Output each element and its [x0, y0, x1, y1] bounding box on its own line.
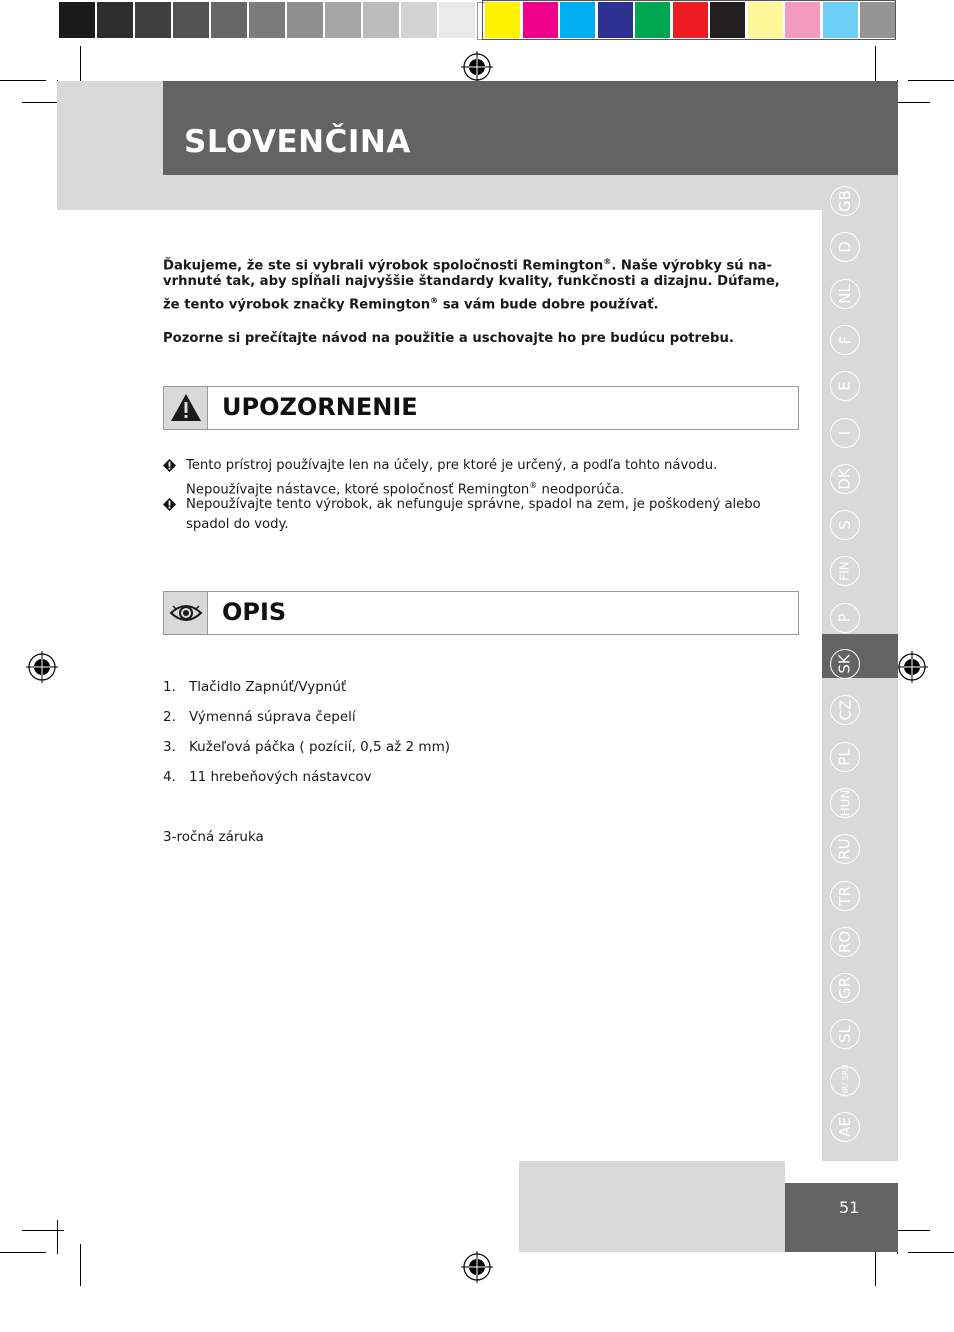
color-swatch: [287, 2, 323, 38]
item-number: 3.: [163, 739, 176, 755]
tab-label: RU: [836, 838, 854, 860]
warning-bullet: [163, 456, 793, 496]
tab-label: CZ: [836, 699, 854, 721]
tab-label: HUN: [837, 789, 852, 817]
tab-label: I: [836, 430, 854, 435]
tab-label: F: [835, 335, 854, 345]
diamond-warning-icon: [163, 498, 176, 511]
tab-gb[interactable]: [830, 186, 860, 216]
intro-line: sa vám bude dobre používať.: [438, 297, 659, 313]
tab-s[interactable]: [830, 510, 860, 540]
color-swatch: [363, 2, 399, 38]
tab-label: HR/ SRB: [840, 1064, 850, 1098]
tab-pl[interactable]: [830, 742, 860, 772]
registration-mark-icon: [461, 1251, 493, 1283]
tab-e[interactable]: [830, 371, 860, 401]
list-item: [163, 769, 372, 785]
tab-label: S: [836, 520, 854, 530]
item-number: 2.: [163, 709, 176, 725]
registered-mark: ®: [430, 296, 439, 305]
warning-title: UPOZORNENIE: [222, 393, 418, 421]
tab-tr[interactable]: [830, 881, 860, 911]
bullet-line: spadol do vody.: [186, 516, 289, 532]
diamond-warning-icon: [163, 459, 176, 472]
tab-ro[interactable]: [830, 927, 860, 957]
tab-label: GB: [835, 190, 854, 212]
tab-label: NL: [835, 283, 854, 304]
intro-note: Pozorne si prečítajte návod na použitie a uschovajte ho pre budúcu potrebu.: [163, 331, 734, 346]
warranty-text: 3-ročná záruka: [163, 829, 264, 845]
registration-mark-icon: [461, 51, 493, 83]
intro-line: . Naše výrobky sú na-: [611, 258, 772, 274]
tab-ru[interactable]: [830, 834, 860, 864]
page-number-box: [785, 1183, 898, 1252]
page-number: 51: [839, 1198, 860, 1217]
description-title: OPIS: [222, 598, 287, 626]
tab-gr[interactable]: [830, 973, 860, 1003]
item-number: 1.: [163, 679, 176, 695]
footer-background: [519, 1161, 785, 1252]
tab-i[interactable]: [830, 418, 860, 448]
tab-hun[interactable]: [830, 788, 860, 818]
tab-label: D: [836, 241, 854, 254]
registration-mark-icon: [896, 651, 928, 683]
tab-label: FIN: [837, 561, 852, 582]
color-swatch: [249, 2, 285, 38]
tab-ae[interactable]: [830, 1112, 860, 1142]
color-swatch: [97, 2, 133, 38]
color-swatch: [325, 2, 361, 38]
tab-sk[interactable]: [830, 649, 860, 679]
intro-line: vrhnuté tak, aby spĺňali najvyššie štandardy kvality, funkčnosti a dizajnu. Dúfame,: [163, 274, 780, 289]
color-swatch: [59, 2, 95, 38]
color-swatch: [135, 2, 171, 38]
item-text: Kužeľová páčka ( pozícií, 0,5 až 2 mm): [189, 739, 451, 755]
intro-line: Ďakujeme, že ste si vybrali výrobok spoločnosti Remington: [163, 258, 604, 274]
bullet-line: Tento prístroj používajte len na účely, pre ktoré je určený, a podľa tohto návodu.: [186, 458, 718, 473]
item-number: 4.: [163, 769, 176, 785]
registered-mark: ®: [529, 480, 538, 490]
tab-label: PL: [836, 747, 854, 766]
tab-label: GR: [835, 977, 854, 1000]
page-title: SLOVENČINA: [184, 124, 411, 160]
exclamation-icon: [164, 387, 208, 429]
registered-mark: ®: [603, 257, 612, 266]
tab-f[interactable]: [830, 325, 860, 355]
list-item: [163, 739, 450, 755]
color-swatch: [439, 2, 475, 38]
tab-label: RO: [835, 930, 854, 953]
tab-label: TR: [836, 885, 854, 906]
warning-section-header: [163, 386, 799, 430]
list-item: [163, 679, 346, 695]
color-swatch: [173, 2, 209, 38]
warning-bullet: [163, 495, 793, 535]
tab-label: AE: [836, 1117, 854, 1137]
color-swatch: [211, 2, 247, 38]
item-text: 11 hrebeňových nástavcov: [189, 769, 372, 785]
intro-line: že tento výrobok značky Remington: [163, 297, 431, 313]
tab-p[interactable]: [830, 603, 860, 633]
bullet-line: neodporúča.: [537, 481, 625, 497]
tab-label: SK: [835, 654, 854, 674]
tab-nl[interactable]: [830, 279, 860, 309]
color-swatch: [401, 2, 437, 38]
tab-dk[interactable]: [830, 464, 860, 494]
description-section-header: [163, 591, 799, 635]
list-item: [163, 709, 356, 725]
color-bar-frame: [482, 0, 896, 40]
bullet-line: Nepoužívajte tento výrobok, ak nefunguje správne, spadol na zem, je poškodený alebo: [186, 497, 761, 512]
item-text: Výmenná súprava čepelí: [189, 709, 356, 725]
tab-label: P: [835, 613, 854, 623]
tab-label: SL: [835, 1025, 854, 1044]
tab-label: DK: [835, 468, 854, 490]
registration-mark-icon: [26, 651, 58, 683]
item-text: Tlačidlo Zapnúť/Vypnúť: [189, 679, 347, 695]
eye-icon: [164, 592, 208, 634]
bullet-line: Nepoužívajte nástavce, ktoré spoločnosť Remington: [186, 481, 530, 497]
tab-label: E: [835, 381, 854, 391]
tab-hrsrb[interactable]: [830, 1066, 860, 1096]
